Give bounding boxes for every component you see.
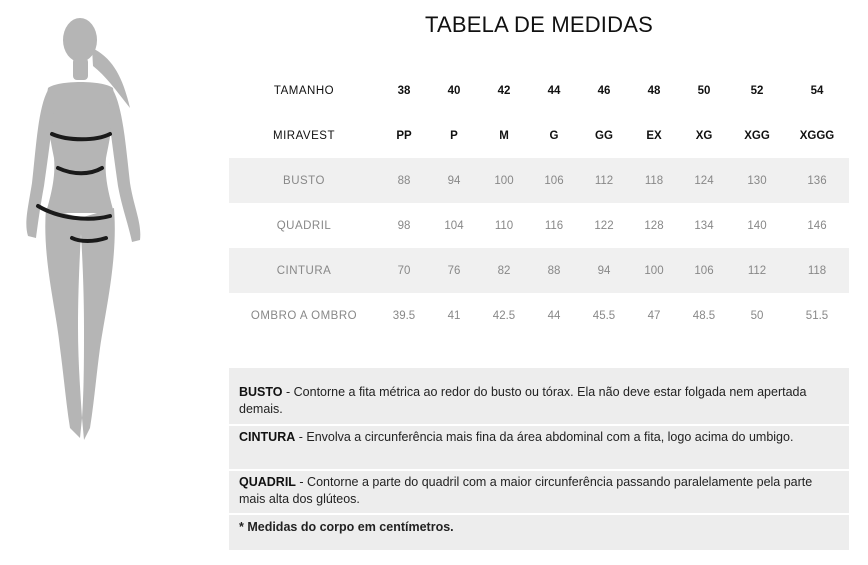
table-cell: 130 <box>747 174 767 187</box>
table-cell: 50 <box>750 309 764 322</box>
table-cell: 118 <box>644 174 664 187</box>
table-cell: 42.5 <box>492 309 516 322</box>
table-cell: 50 <box>697 84 711 97</box>
table-cell: 54 <box>810 84 824 97</box>
table-cell: 44 <box>547 84 561 97</box>
table-cell: P <box>450 129 458 142</box>
table-cell: 124 <box>694 174 714 187</box>
table-cell: 140 <box>747 219 767 232</box>
table-cell: 100 <box>644 264 664 277</box>
table-cell: 88 <box>547 264 561 277</box>
table-cell: 41 <box>447 309 461 322</box>
table-cell: 106 <box>544 174 564 187</box>
table-cell: G <box>549 129 559 142</box>
note-text: - Envolva a circunferência mais fina da área abdominal com a fita, logo acima do umbigo. <box>295 430 794 444</box>
table-cell: 146 <box>807 219 827 232</box>
footnote: * Medidas do corpo em centímetros. <box>239 520 454 534</box>
table-cell: EX <box>646 129 662 142</box>
table-row-busto <box>229 158 849 203</box>
table-cell: 46 <box>597 84 611 97</box>
table-row-cintura <box>229 248 849 293</box>
table-cell: 122 <box>594 219 614 232</box>
note-divider <box>229 513 849 515</box>
table-cell: 112 <box>594 174 614 187</box>
table-cell: 106 <box>694 264 714 277</box>
row-label: BUSTO <box>283 174 325 187</box>
table-cell: 40 <box>447 84 461 97</box>
page-title: TABELA DE MEDIDAS <box>425 12 653 37</box>
table-cell: 88 <box>397 174 411 187</box>
table-cell: 116 <box>544 219 564 232</box>
table-cell: 38 <box>397 84 411 97</box>
table-cell: GG <box>595 129 613 142</box>
note-busto <box>239 384 839 418</box>
table-cell: 118 <box>807 264 827 277</box>
table-cell: PP <box>396 129 412 142</box>
table-cell: 136 <box>807 174 827 187</box>
note-quadril <box>239 474 839 508</box>
table-row-tamanho <box>229 68 849 113</box>
body-figure-illustration <box>18 8 158 453</box>
note-divider <box>229 424 849 426</box>
table-cell: 42 <box>497 84 511 97</box>
table-cell: 70 <box>397 264 411 277</box>
table-cell: XGGG <box>799 129 835 142</box>
table-cell: 48.5 <box>692 309 716 322</box>
table-cell: 52 <box>750 84 764 97</box>
note-term: CINTURA <box>239 430 296 444</box>
note-divider <box>229 469 849 471</box>
table-cell: 100 <box>494 174 514 187</box>
note-text: - Contorne a fita métrica ao redor do busto ou tórax. Ela não deve estar folgada nem apertada demais. <box>239 385 807 416</box>
row-label: TAMANHO <box>273 84 335 97</box>
table-cell: 98 <box>397 219 411 232</box>
size-table <box>229 68 849 338</box>
table-cell: XG <box>695 129 713 142</box>
table-row-miravest <box>229 113 849 158</box>
table-cell: 47 <box>647 309 661 322</box>
table-cell: 104 <box>444 219 464 232</box>
row-label: QUADRIL <box>276 219 332 232</box>
table-cell: 82 <box>497 264 511 277</box>
table-cell: M <box>499 129 509 142</box>
table-cell: XGG <box>744 129 770 142</box>
table-cell: 48 <box>647 84 661 97</box>
table-cell: 112 <box>747 264 767 277</box>
table-cell: 110 <box>494 219 514 232</box>
table-cell: 94 <box>447 174 461 187</box>
table-cell: 134 <box>694 219 714 232</box>
table-row-quadril <box>229 203 849 248</box>
note-term: QUADRIL <box>239 475 296 489</box>
table-cell: 128 <box>644 219 664 232</box>
row-label: OMBRO A OMBRO <box>250 309 358 322</box>
table-cell: 76 <box>447 264 461 277</box>
row-label: CINTURA <box>276 264 332 277</box>
table-cell: 51.5 <box>805 309 829 322</box>
table-row-ombro-a-ombro <box>229 293 849 338</box>
measurement-notes <box>229 368 849 550</box>
note-cintura <box>239 429 839 446</box>
note-text: - Contorne a parte do quadril com a maior circunferência passando paralelamente pela parte mais alta dos glúteos. <box>239 475 813 506</box>
row-label: MIRAVEST <box>273 129 335 142</box>
note-term: BUSTO <box>239 385 283 399</box>
table-cell: 39.5 <box>392 309 416 322</box>
table-cell: 44 <box>547 309 561 322</box>
table-cell: 94 <box>597 264 611 277</box>
table-cell: 45.5 <box>592 309 616 322</box>
